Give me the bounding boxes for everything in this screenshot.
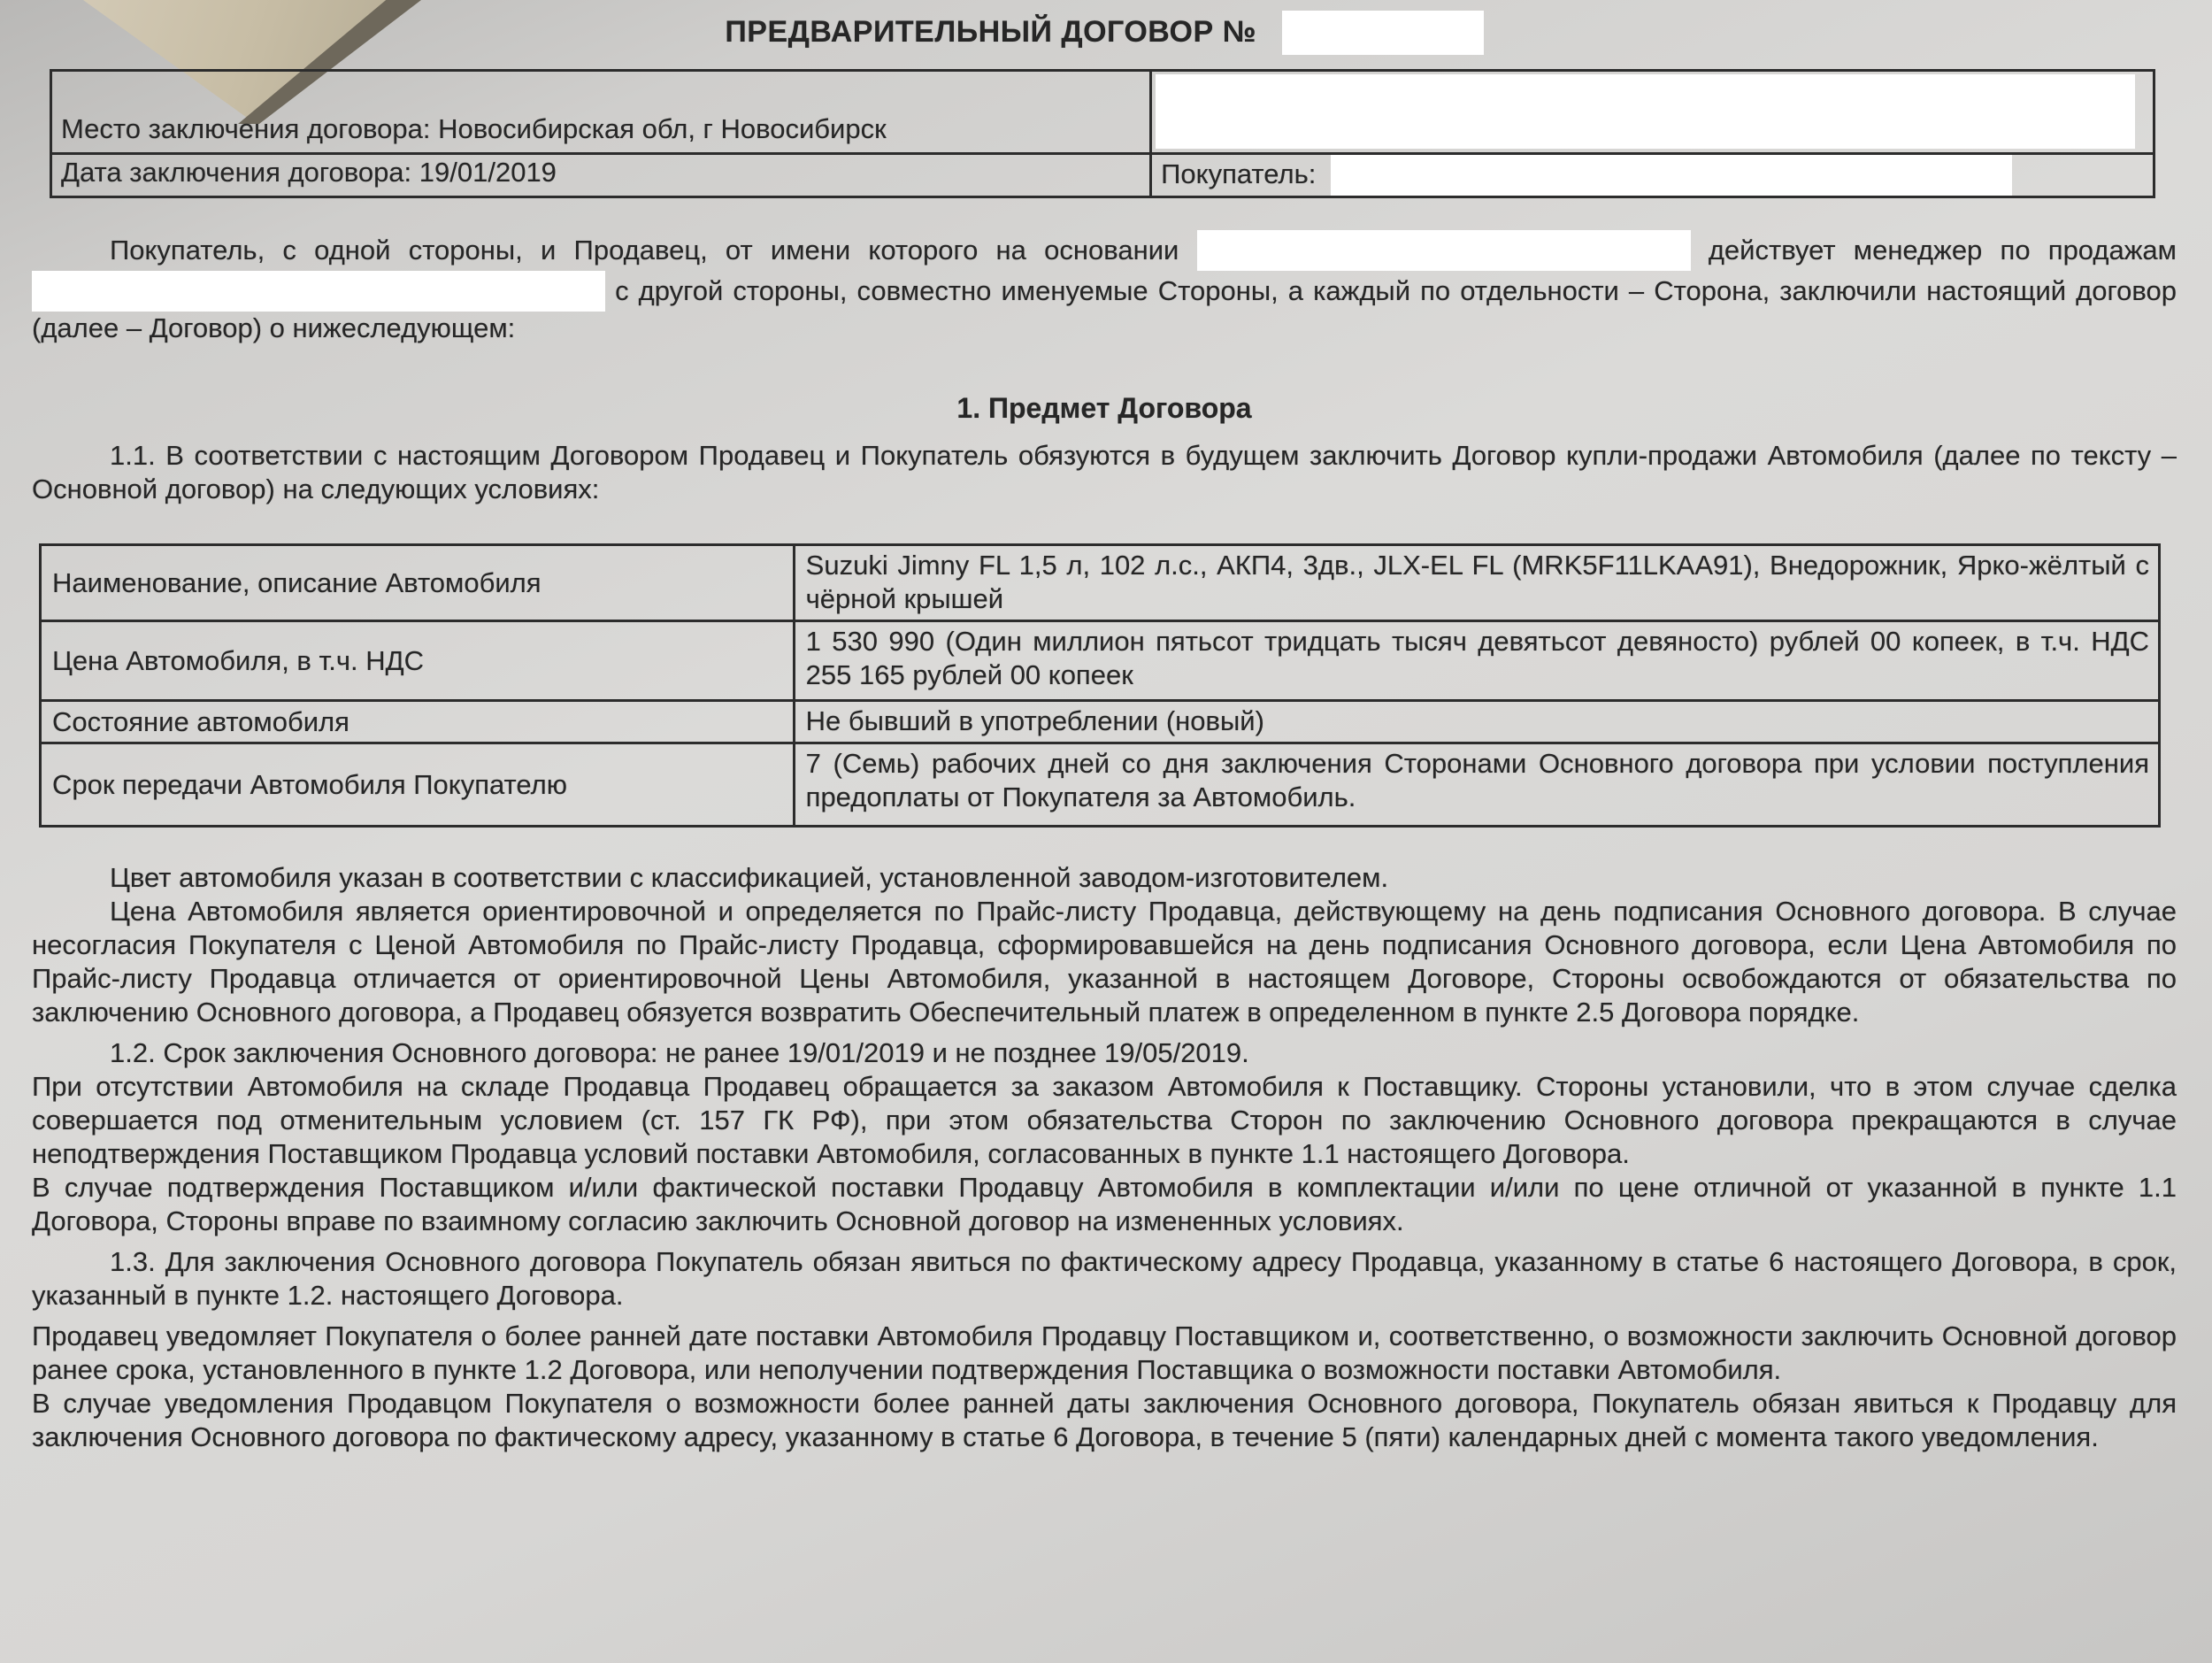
price-note-paragraph: Цена Автомобиля является ориентировочной и определяется по Прайс-листу Продавца, действующему на день подписания Основного договора. В случае несогласия Покупателя с Ценой Автомобиля по Прайс-листу Продавца, сформировавшейся на день подписания Основного договора, если Цена Автомобиля по Прайс-листу Продавца отличается от ориентировочной Цены Автомобиля, указанной в настоящем Договоре, Стороны освобождаются от обязательства по заключению Основного договора, а Продавец обязуется возвратить Обеспечительный платеж в определенном в пункте 2.5 Договора порядке. <box>32 896 2177 1028</box>
redaction-seller-info <box>1156 74 2135 149</box>
header-table-row-place <box>51 71 2154 154</box>
car-name-label: Наименование, описание Автомобиля <box>41 545 795 621</box>
car-condition-value: Не бывший в употреблении (новый) <box>794 701 2159 743</box>
intro-text-1: Покупатель, с одной стороны, и Продавец, от имени которого на основании <box>110 235 1179 266</box>
contract-place-cell: Место заключения договора: Новосибирская обл, г Новосибирск <box>51 71 1151 154</box>
car-transfer-label: Срок передачи Автомобиля Покупателю <box>41 743 795 827</box>
document-title: ПРЕДВАРИТЕЛЬНЫЙ ДОГОВОР № <box>725 15 1256 49</box>
table-row <box>41 743 2160 827</box>
intro-text-2: действует менеджер по продажам <box>1708 235 2177 266</box>
section-1-heading: 1. Предмет Договора <box>956 392 1252 424</box>
car-details-table <box>39 543 2161 828</box>
buyer-cell <box>1151 154 2154 197</box>
intro-text-3: с другой стороны, совместно именуемые Стороны, а каждый по отдельности – Сторона, заключили настоящий договор (далее – Договор) о нижеследующем: <box>32 275 2177 343</box>
table-row <box>41 621 2160 701</box>
car-condition-label: Состояние автомобиля <box>41 701 795 743</box>
seller-info-cell <box>1151 71 2154 154</box>
clause-1-2-continuation-2: В случае подтверждения Поставщиком и/или фактической поставки Продавцу Автомобиля в комплектации и/или по цене отличной от указанной в пункте 1.1 Договора, Стороны вправе по взаимному согласию заключить Основной договор на измененных условиях. <box>32 1172 2177 1236</box>
clause-1-3-continuation-2: В случае уведомления Продавцом Покупателя о возможности более ранней даты заключения Основного договора, Покупатель обязан явиться к Продавцу для заключения Основного договора по фактическому адресу, указанному в статье 6 Договора, в течение 5 (пяти) календарных дней с момента такого уведомления. <box>32 1388 2177 1452</box>
clause-1-3-continuation-1: Продавец уведомляет Покупателя о более ранней дате поставки Автомобиля Продавцу Поставщиком и, соответственно, о возможности заключить Основной договор ранее срока, установленного в пункте 1.2 Договора, или неполучении подтверждения Поставщика о возможности поставки Автомобиля. <box>32 1320 2177 1385</box>
contract-date-cell: Дата заключения договора: 19/01/2019 <box>51 154 1151 197</box>
clause-1-1: 1.1. В соответствии с настоящим Договором Продавец и Покупатель обязуются в будущем заключить Договор купли-продажи Автомобиля (далее по тексту – Основной договор) на следующих условиях: <box>32 440 2177 504</box>
car-transfer-value: 7 (Семь) рабочих дней со дня заключения Сторонами Основного договора при условии поступления предоплаты от Покупателя за Автомобиль. <box>794 743 2159 827</box>
car-price-value: 1 530 990 (Один миллион пятьсот тридцать тысяч девятьсот девяносто) рублей 00 копеек, в т.ч. НДС 255 165 рублей 00 копеек <box>794 621 2159 701</box>
car-name-value: Suzuki Jimny FL 1,5 л, 102 л.с., АКП4, 3дв., JLX-EL FL (MRK5F11LKAA91), Внедорожник, Ярко-жёлтый с чёрной крышей <box>794 545 2159 621</box>
intro-paragraph <box>32 230 2177 345</box>
document-title-row <box>32 11 2177 55</box>
redaction-basis-document <box>1197 230 1691 271</box>
header-table <box>50 69 2155 198</box>
redaction-buyer-name <box>1331 155 2012 196</box>
redaction-contract-number <box>1282 11 1484 55</box>
table-row <box>41 545 2160 621</box>
redaction-manager-name <box>32 271 605 312</box>
clause-1-3: 1.3. Для заключения Основного договора Покупатель обязан явиться по фактическому адресу Продавца, указанному в статье 6 настоящего Договора, в срок, указанный в пункте 1.2. настоящего Договора. <box>32 1246 2177 1311</box>
clause-1-2-continuation-1: При отсутствии Автомобиля на складе Продавца Продавец обращается за заказом Автомобиля к Поставщику. Стороны установили, что в этом случае сделка совершается под отменительным условием (ст. 157 ГК РФ), при этом обязательства Сторон по заключению Основного договора прекращаются в случае неподтверждения Поставщиком Продавца условий поставки Автомобиля, согласованных в пункте 1.1 настоящего Договора. <box>32 1071 2177 1169</box>
car-price-label: Цена Автомобиля, в т.ч. НДС <box>41 621 795 701</box>
clause-1-2: 1.2. Срок заключения Основного договора: не ранее 19/01/2019 и не позднее 19/05/2019. <box>110 1037 1249 1068</box>
header-table-row-date <box>51 154 2154 197</box>
color-note-paragraph: Цвет автомобиля указан в соответствии с классификацией, установленной заводом-изготовителем. <box>110 862 1389 893</box>
table-row <box>41 701 2160 743</box>
buyer-label: Покупатель: <box>1161 158 1317 189</box>
